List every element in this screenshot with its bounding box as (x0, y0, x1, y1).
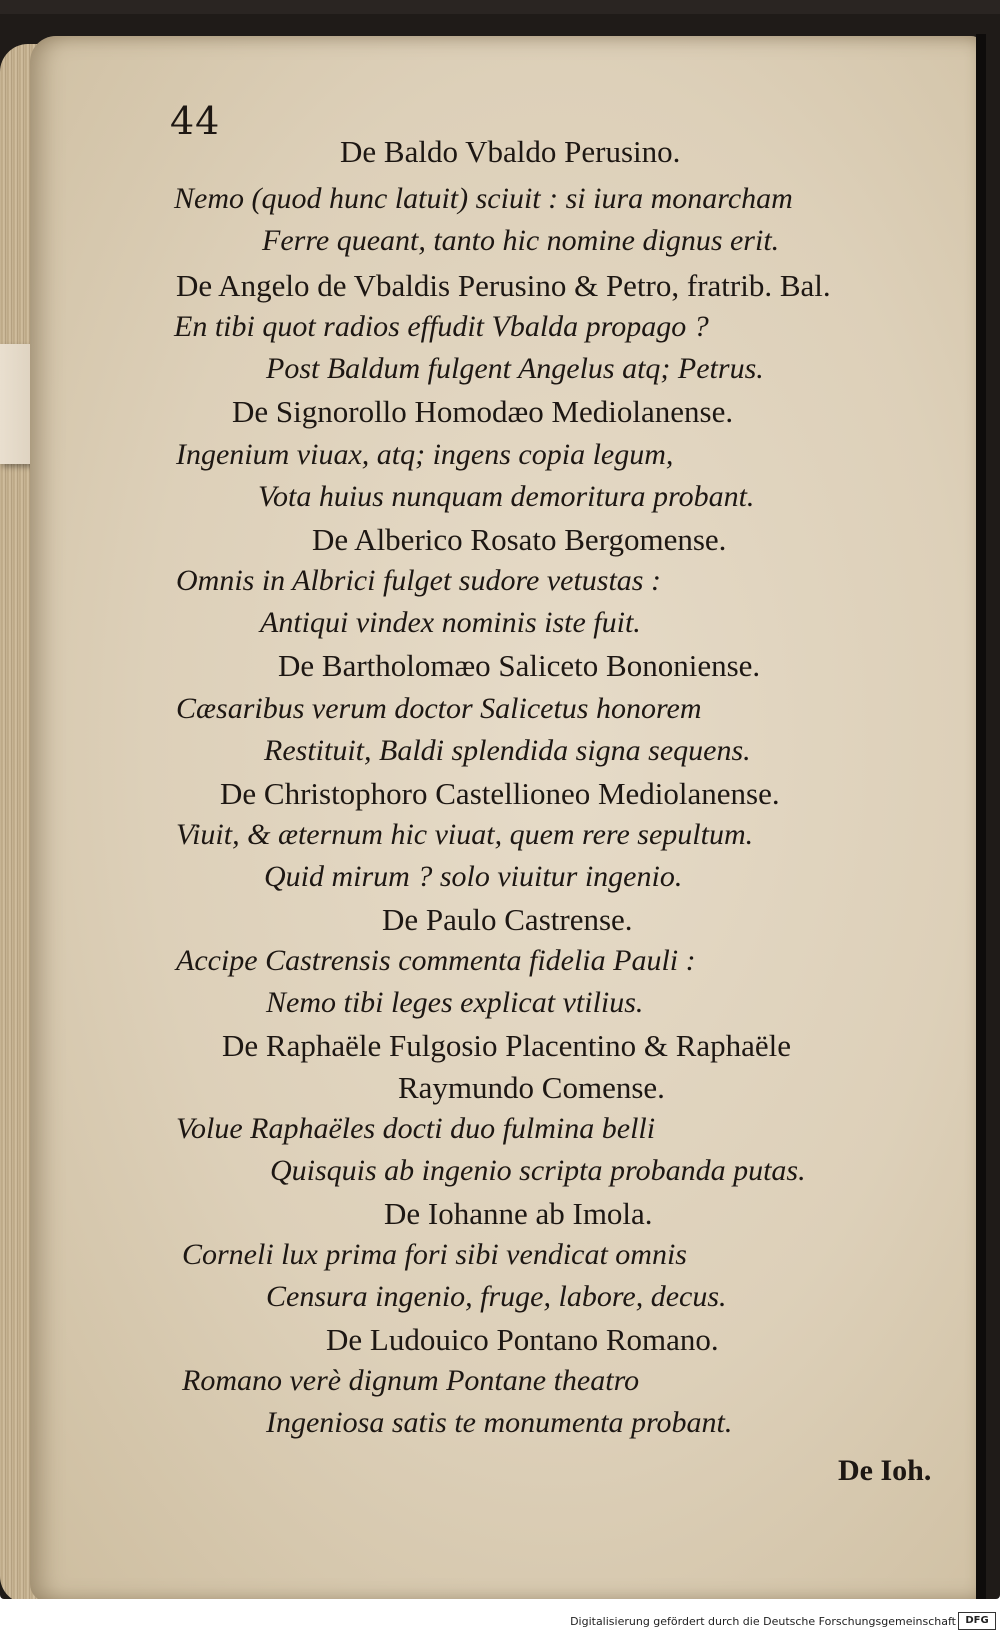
verse-line: Corneli lux prima fori sibi vendicat omnis (182, 1238, 687, 1271)
verse-line: En tibi quot radios effudit Vbalda propago ? (174, 310, 709, 343)
verse-line: Cæsaribus verum doctor Salicetus honorem (176, 692, 702, 725)
page-text (30, 36, 985, 1602)
book (0, 14, 1000, 1599)
verse-line: Ferre queant, tanto hic nomine dignus erit. (262, 224, 780, 257)
page (30, 36, 985, 1602)
verse-line: Nemo tibi leges explicat vtilius. (266, 986, 644, 1019)
verse-line: Ingeniosa satis te monumenta probant. (266, 1406, 733, 1439)
verse-line: Restituit, Baldi splendida signa sequens. (264, 734, 751, 767)
right-edge-shadow (976, 34, 986, 1604)
verse-line: Viuit, & æternum hic viuat, quem rere sepultum. (176, 818, 754, 851)
verse-line: Volue Raphaëles docti duo fulmina belli (176, 1112, 656, 1145)
verse-line: Romano verè dignum Pontane theatro (182, 1364, 640, 1397)
page-number: 44 (170, 99, 221, 143)
footer-credit: Digitalisierung gefördert durch die Deutsche Forschungsgemeinschaft (570, 1615, 956, 1628)
catchword: De Ioh. (838, 1454, 932, 1487)
verse-line: Nemo (quod hunc latuit) sciuit : si iura monarcham (174, 182, 793, 215)
verse-line: Antiqui vindex nominis iste fuit. (260, 606, 641, 639)
verse-line: Accipe Castrensis commenta fidelia Pauli : (176, 944, 696, 977)
heading: De Angelo de Vbaldis Perusino & Petro, fratrib. Bal. (176, 268, 831, 303)
heading: De Paulo Castrense. (382, 902, 633, 937)
heading: De Bartholomæo Saliceto Bononiense. (278, 648, 761, 683)
heading: De Signorollo Homodæo Mediolanense. (232, 394, 734, 429)
verse-line: Vota huius nunquam demoritura probant. (258, 480, 755, 513)
verse-line: Censura ingenio, fruge, labore, decus. (266, 1280, 727, 1313)
verse-line: Quisquis ab ingenio scripta probanda putas. (270, 1154, 806, 1187)
heading: De Iohanne ab Imola. (384, 1196, 653, 1231)
heading: De Alberico Rosato Bergomense. (312, 522, 727, 557)
footer (0, 1599, 1000, 1631)
verse-line: Omnis in Albrici fulget sudore vetustas : (176, 564, 661, 597)
dfg-logo-icon: DFG (958, 1612, 996, 1630)
verse-line: Quid mirum ? solo viuitur ingenio. (264, 860, 683, 893)
heading: De Baldo Vbaldo Perusino. (340, 134, 681, 169)
verse-line: Ingenium viuax, atq; ingens copia legum, (176, 438, 674, 471)
heading: De Ludouico Pontano Romano. (326, 1322, 719, 1357)
heading: Raymundo Comense. (398, 1070, 665, 1105)
heading: De Raphaële Fulgosio Placentino & Raphaële (222, 1028, 792, 1063)
heading: De Christophoro Castellioneo Mediolanense. (220, 776, 780, 811)
verse-line: Post Baldum fulgent Angelus atq; Petrus. (266, 352, 764, 385)
